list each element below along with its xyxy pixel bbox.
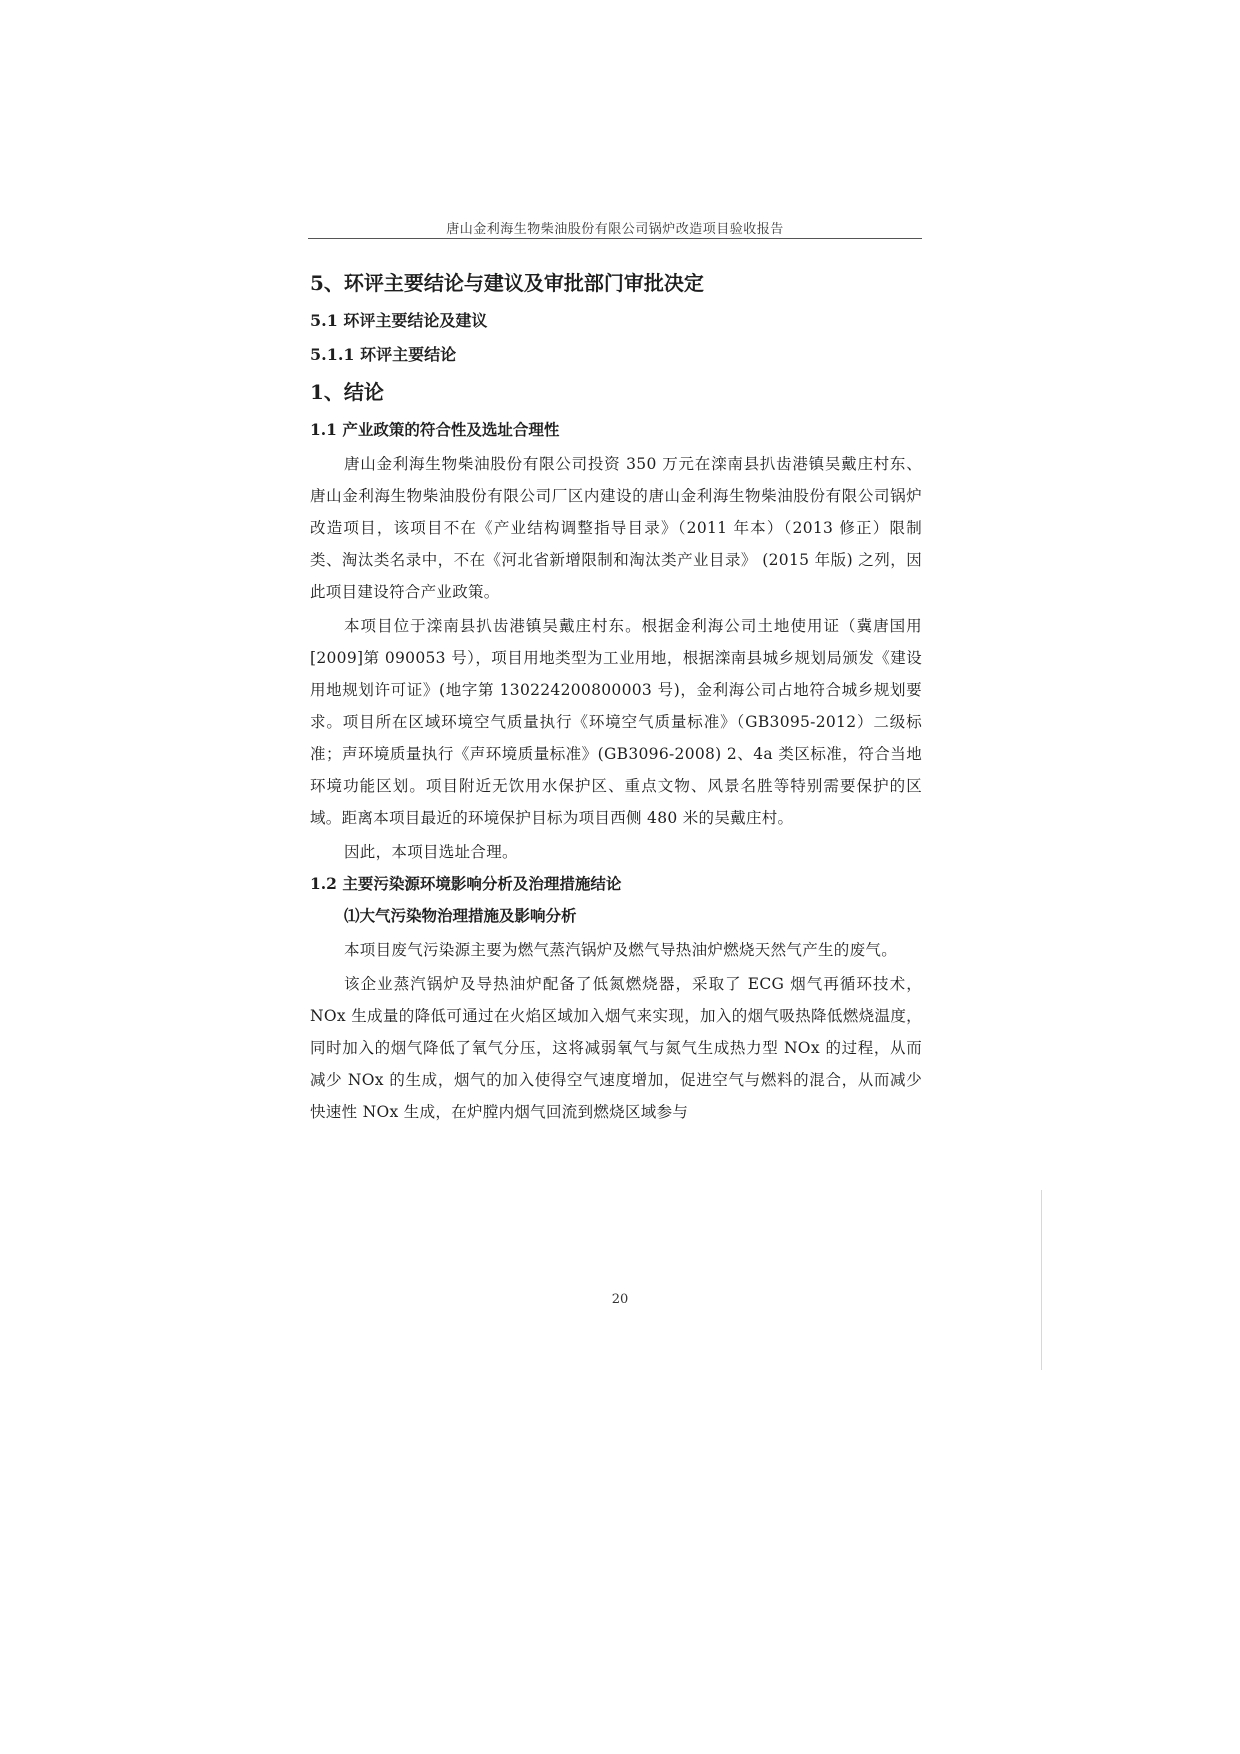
- header-rule: [308, 238, 922, 239]
- section-1-2-heading: 1.2 主要污染源环境影响分析及治理措施结论: [310, 874, 622, 893]
- conclusion-heading: 1、结论: [310, 380, 384, 404]
- scan-edge-mark: [1041, 1190, 1042, 1370]
- paragraph: 唐山金利海生物柴油股份有限公司投资 350 万元在滦南县扒齿港镇吴戴庄村东、唐山金利海生物柴油股份有限公司厂区内建设的唐山金利海生物柴油股份有限公司锅炉改造项目，该项目不在《产业结构调整指导目录》（2011 年本）（2013 修正）限制类、淘汰类名录中，不在《河北省新增限制和淘汰类产业目录》 (2015 年版) 之列，因此项目建设符合产业政策。: [310, 455, 922, 601]
- running-header: 唐山金利海生物柴油股份有限公司锅炉改造项目验收报告: [446, 222, 784, 237]
- section-5-heading: 5、环评主要结论与建议及审批部门审批决定: [310, 271, 704, 295]
- page-number: 20: [611, 1292, 629, 1307]
- paragraph: 该企业蒸汽锅炉及导热油炉配备了低氮燃烧器，采取了 ECG 烟气再循环技术，NOx 生成量的降低可通过在火焰区域加入烟气来实现，加入的烟气吸热降低燃烧温度，同时加入的烟气降低了氧气分压，这将减弱氧气与氮气生成热力型 NOx 的过程，从而减少 NOx 的生成，烟气的加入使得空气速度增加，促进空气与燃料的混合，从而减少快速性 NOx 生成，在炉膛内烟气回流到燃烧区域参与: [310, 975, 922, 1121]
- subsection-item-heading: ⑴大气污染物治理措施及影响分析: [344, 906, 577, 925]
- paragraph: 因此，本项目选址合理。: [344, 843, 518, 861]
- section-5-1-1-heading: 5.1.1 环评主要结论: [310, 345, 457, 364]
- page-content: [310, 270, 922, 1130]
- paragraph: 本项目废气污染源主要为燃气蒸汽锅炉及燃气导热油炉燃烧天然气产生的废气。: [344, 941, 898, 959]
- section-1-1-heading: 1.1 产业政策的符合性及选址合理性: [310, 420, 560, 439]
- paragraph: 本项目位于滦南县扒齿港镇吴戴庄村东。根据金利海公司土地使用证（冀唐国用[2009]第 090053 号），项目用地类型为工业用地，根据滦南县城乡规划局颁发《建设用地规划许可证》(地字第 130224200800003 号)，金利海公司占地符合城乡规划要求。项目所在区域环境空气质量执行《环境空气质量标准》（GB3095-2012）二级标准；声环境质量执行《声环境质量标准》(GB3096-2008) 2、4a 类区标准，符合当地环境功能区划。项目附近无饮用水保护区、重点文物、风景名胜等特别需要保护的区域。距离本项目最近的环境保护目标为项目西侧 480 米的吴戴庄村。: [310, 617, 922, 827]
- section-5-1-heading: 5.1 环评主要结论及建议: [310, 311, 488, 330]
